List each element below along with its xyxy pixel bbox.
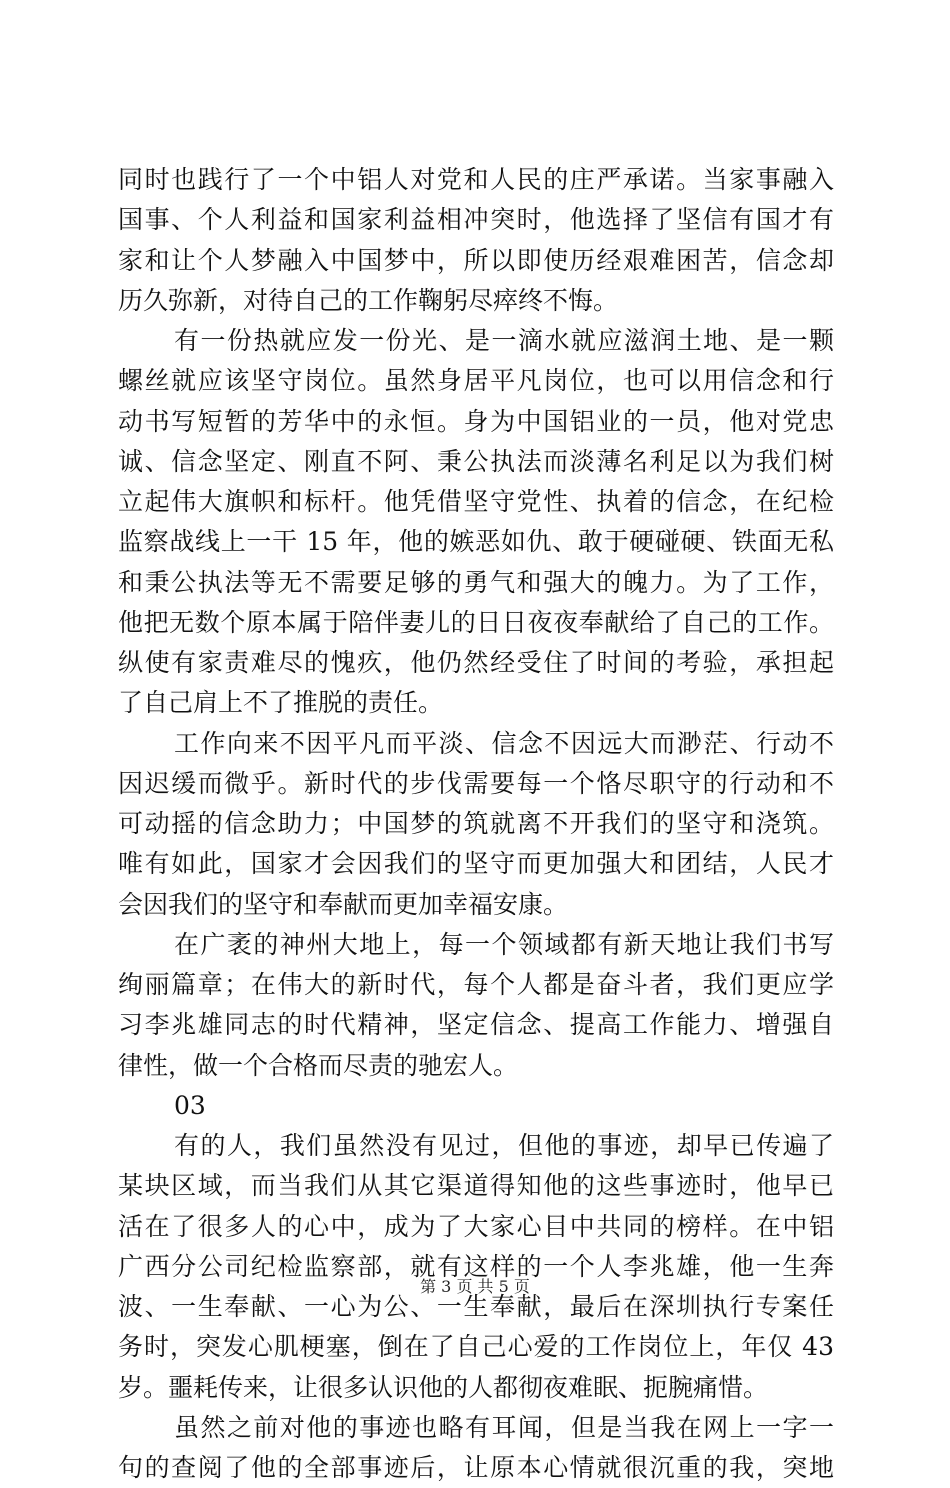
- paragraph-first-line: 虽然之前对他的事迹也略有耳闻，但是当我在网上一字一: [174, 1412, 834, 1442]
- text-line: 国事、个人利益和国家利益相冲突时，他选择了坚信有国才有: [118, 205, 834, 235]
- text-line: 了自己肩上不了推脱的责任。: [118, 688, 444, 718]
- section-number: 03: [174, 1090, 206, 1120]
- text-line: 纵使有家责难尽的愧疚，他仍然经受住了时间的考验，承担起: [118, 648, 834, 677]
- text-line: 他把无数个原本属于陪伴妻儿的日日夜夜奉献给了自己的工作。: [118, 607, 834, 637]
- text-line: 家和让个人梦融入中国梦中，所以即使历经艰难困苦，信念却: [118, 245, 834, 275]
- text-line: 习李兆雄同志的时代精神，坚定信念、提高工作能力、增强自: [118, 1010, 834, 1040]
- text-line: 历久弥新，对待自己的工作鞠躬尽瘁终不悔。: [118, 285, 619, 315]
- paragraph-first-line: 有的人，我们虽然没有见过，但他的事迹，却早已传遍了: [174, 1131, 834, 1160]
- text-line: 可动摇的信念助力；中国梦的筑就离不开我们的坚守和浇筑。: [118, 809, 834, 838]
- page-number-footer: 第 3 页 共 5 页: [420, 1277, 530, 1296]
- paragraph-first-line: 在广袤的神州大地上，每一个领域都有新天地让我们书写: [174, 929, 834, 959]
- paragraph-first-line: 有一份热就应发一份光、是一滴水就应滋润土地、是一颗: [174, 326, 834, 355]
- text-line: 波、一生奉献、一心为公、一生奉献，最后在深圳执行专案任: [118, 1292, 834, 1321]
- text-line: 诚、信念坚定、刚直不阿、秉公执法而淡薄名利足以为我们树: [118, 446, 834, 476]
- text-line: 某块区域，而当我们从其它渠道得知他的这些事迹时，他早已: [118, 1171, 834, 1201]
- text-line: 因迟缓而微乎。新时代的步伐需要每一个恪尽职守的行动和不: [118, 768, 834, 798]
- text-line: 务时，突发心肌梗塞，倒在了自己心爱的工作岗位上，年仅 43: [118, 1332, 834, 1362]
- text-line: 监察战线上一干 15 年，他的嫉恶如仇、敢于硬碰硬、铁面无私: [118, 527, 834, 557]
- text-line: 句的查阅了他的全部事迹后，让原本心情就很沉重的我，突地: [118, 1453, 834, 1482]
- text-line: 律性，做一个合格而尽责的驰宏人。: [118, 1050, 519, 1080]
- text-line: 和秉公执法等无不需要足够的勇气和强大的魄力。为了工作，: [118, 567, 834, 597]
- text-line: 岁。噩耗传来，让很多认识他的人都彻夜难眠、扼腕痛惜。: [118, 1372, 769, 1402]
- paragraph-first-line: 工作向来不因平凡而平淡、信念不因远大而渺茫、行动不: [174, 728, 834, 758]
- text-line: 动书写短暂的芳华中的永恒。身为中国铝业的一员，他对党忠: [118, 406, 834, 436]
- text-line: 唯有如此，国家才会因我们的坚守而更加强大和团结，人民才: [118, 849, 834, 879]
- text-line: 活在了很多人的心中，成为了大家心目中共同的榜样。在中铝: [118, 1211, 834, 1241]
- text-line: 立起伟大旗帜和标杆。他凭借坚守党性、执着的信念，在纪检: [118, 487, 834, 516]
- text-line: 绚丽篇章；在伟大的新时代，每个人都是奋斗者，我们更应学: [118, 970, 834, 999]
- text-line: 螺丝就应该坚守岗位。虽然身居平凡岗位，也可以用信念和行: [118, 366, 834, 396]
- text-line: 同时也践行了一个中铝人对党和人民的庄严承诺。当家事融入: [118, 165, 834, 194]
- text-line: 会因我们的坚守和奉献而更加幸福安康。: [118, 889, 569, 919]
- text-line: 广西分公司纪检监察部，就有这样的一个人李兆雄，他一生奔: [118, 1251, 834, 1281]
